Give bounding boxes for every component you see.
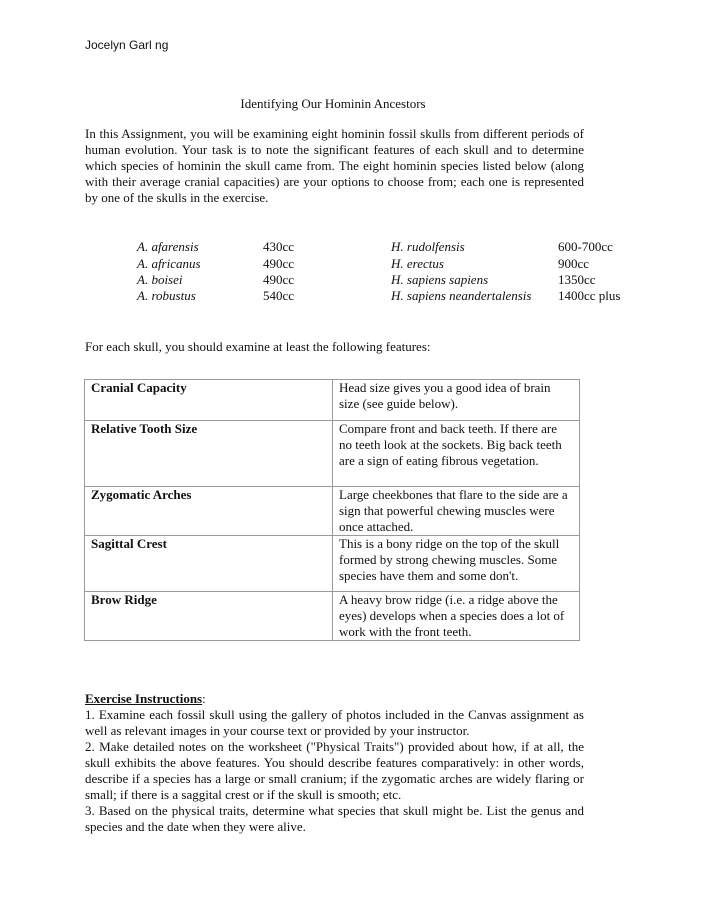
feature-description: A heavy brow ridge (i.e. a ridge above the eyes) develops when a species does a lot of work with the front teeth. — [333, 592, 580, 641]
table-row — [85, 592, 580, 641]
instructions-heading: Exercise Instructions — [85, 691, 203, 706]
feature-name: Brow Ridge — [85, 592, 333, 641]
heading-colon: : — [202, 691, 206, 706]
species-cc: 600-700cc — [558, 239, 613, 254]
features-intro: For each skull, you should examine at least the following features: — [85, 339, 431, 354]
species-name: H. rudolfensis — [391, 239, 465, 254]
species-cc: 490cc — [263, 256, 295, 271]
species-name: H. erectus — [391, 256, 444, 271]
species-name: A. robustus — [137, 288, 196, 303]
species-name: H. sapiens neandertalensis — [391, 288, 532, 303]
table-row — [85, 487, 580, 536]
document-title: Identifying Our Hominin Ancestors — [240, 96, 426, 111]
intro-paragraph: In this Assignment, you will be examining eight hominin fossil skulls from different periods of human evolution. Your task is to note the significant features of each skull and to determine which species of hominin the skull came from. The eight hominin species listed below (along with their average cranial capacities) are your options to choose from; each one is represented by one of the skulls in the exercise. — [85, 126, 584, 205]
table-row — [85, 536, 580, 592]
species-cc: 900cc — [558, 256, 590, 271]
species-name: A. afarensis — [137, 239, 199, 254]
species-name: A. africanus — [137, 256, 201, 271]
feature-description: Compare front and back teeth. If there are no teeth look at the sockets. Big back teeth are a sign of eating fibrous vegetation. — [333, 421, 580, 487]
table-row — [85, 380, 580, 421]
instruction-step: 1. Examine each fossil skull using the gallery of photos included in the Canvas assignment as well as relevant images in your course text or provided by your instructor. — [85, 707, 584, 738]
feature-name: Sagittal Crest — [85, 536, 333, 592]
feature-description: This is a bony ridge on the top of the skull formed by strong chewing muscles. Some species have them and some don't. — [333, 536, 580, 592]
species-cc: 430cc — [263, 239, 295, 254]
species-cc: 540cc — [263, 288, 295, 303]
feature-name: Cranial Capacity — [85, 380, 333, 421]
feature-name: Zygomatic Arches — [85, 487, 333, 536]
species-cc: 1350cc — [558, 272, 596, 287]
feature-description: Head size gives you a good idea of brain size (see guide below). — [333, 380, 580, 421]
feature-name: Relative Tooth Size — [85, 421, 333, 487]
features-table — [84, 379, 580, 641]
species-name: A. boisei — [137, 272, 183, 287]
table-row — [85, 421, 580, 487]
instructions-heading-line — [85, 691, 584, 707]
instruction-step: 2. Make detailed notes on the worksheet ("Physical Traits") provided about how, if at all, the skull exhibits the above features. You should describe features comparatively: in other words, describe if a species has a large or small cranium; if the zygomatic arches are widely flaring or small; if there is a saggital crest or if the skull is smooth; etc. — [85, 739, 584, 802]
instruction-step: 3. Based on the physical traits, determine what species that skull might be. List the genus and species and the date when they were alive. — [85, 803, 584, 834]
species-cc: 490cc — [263, 272, 295, 287]
author-name: Jocelyn Garl ng — [85, 38, 169, 52]
species-cc: 1400cc plus — [558, 288, 621, 303]
exercise-instructions — [85, 691, 584, 835]
feature-description: Large cheekbones that flare to the side are a sign that powerful chewing muscles were once attached. — [333, 487, 580, 536]
species-name: H. sapiens sapiens — [391, 272, 489, 287]
